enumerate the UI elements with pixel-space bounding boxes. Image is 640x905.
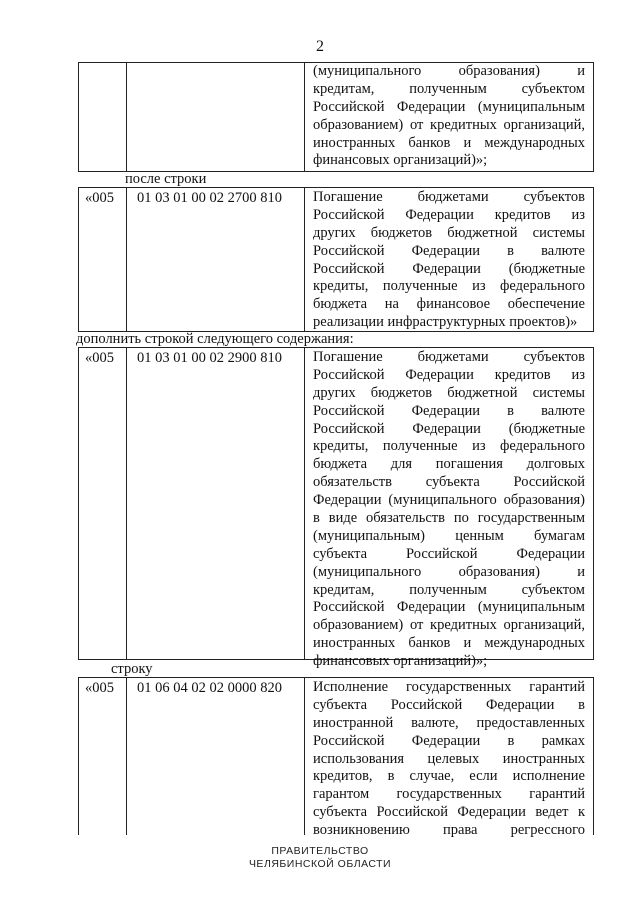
kbk-cell: 01 03 01 00 02 2700 810 <box>127 188 305 331</box>
description-line: гарантом государственных гарантий <box>313 786 585 803</box>
description-line: Российской Федерации (бюджетные <box>313 260 585 277</box>
description-line: Российской Федерации (бюджетные <box>313 420 585 437</box>
instruction-after-row: после строки <box>125 171 207 187</box>
code-cell <box>79 63 127 171</box>
table-row-2700 <box>78 187 594 332</box>
table-row-0820 <box>78 677 594 839</box>
kbk-cell <box>127 63 305 171</box>
description-line: Исполнение государственных гарантий <box>313 679 585 695</box>
code-cell: «005 <box>79 348 127 659</box>
description-line: Российской Федерации в рамках <box>313 732 585 749</box>
description-line: иностранных банков и международных <box>313 635 585 652</box>
description-line: иностранной валюте, предоставленных <box>313 714 585 731</box>
description-line: Федерации (муниципального образования) <box>313 492 585 509</box>
description-line: финансовых организаций)»; <box>313 152 488 169</box>
description-cell <box>305 678 593 839</box>
description-line: Российской Федерации в валюте <box>313 242 585 259</box>
code-cell: «005 <box>79 188 127 331</box>
description-line: кредиты, полученные из федерального <box>313 438 585 455</box>
description-cell <box>305 348 593 670</box>
description-line: бюджета для погашения долговых <box>313 456 585 473</box>
description-line: (муниципального образования) и <box>313 563 585 580</box>
description-line: образованием) от кредитных организаций, <box>313 617 585 634</box>
description-line: Российской Федерации в валюте <box>313 402 585 419</box>
description-cell <box>305 63 593 171</box>
description-line: Российской Федерации кредитов из <box>313 366 585 383</box>
description-line: в виде обязательств по государственным <box>313 510 585 527</box>
page-number: 2 <box>316 38 324 55</box>
description-line: субъекта Российской Федерации в <box>313 696 585 713</box>
table-row-continuation <box>78 62 594 172</box>
description-line: других бюджетов бюджетной системы <box>313 384 585 401</box>
description-line: иностранных банков и международных <box>313 134 585 151</box>
description-line: использования целевых иностранных <box>313 750 585 767</box>
description-line: кредитов, в случае, если исполнение <box>313 768 585 785</box>
description-line: кредитам, полученным субъектом <box>313 80 585 97</box>
kbk-cell: 01 06 04 02 02 0000 820 <box>127 678 305 835</box>
description-line: кредитам, полученным субъектом <box>313 581 585 598</box>
description-cell <box>305 188 593 331</box>
description-line: бюджета на финансовое обеспечение <box>313 296 585 313</box>
description-line: Погашение бюджетами субъектов <box>313 349 585 365</box>
instruction-row: строку <box>111 661 153 677</box>
description-line: Российской Федерации (муниципальным <box>313 599 585 616</box>
description-line: кредиты, полученные из федерального <box>313 278 585 295</box>
description-line: Погашение бюджетами субъектов <box>313 189 585 205</box>
description-line: возникновению права регрессного <box>313 822 585 839</box>
description-line: реализации инфраструктурных проектов)» <box>313 314 578 331</box>
government-stamp-line2: ЧЕЛЯБИНСКОЙ ОБЛАСТИ <box>248 858 392 870</box>
description-line: субъекта Российской Федерации ведет к <box>313 804 585 821</box>
description-line: финансовых организаций)»; <box>313 653 488 670</box>
description-line: (муниципальным) ценным бумагам <box>313 527 585 544</box>
description-line: (муниципального образования) и <box>313 63 585 79</box>
description-line: Российской Федерации (муниципальным <box>313 98 585 115</box>
description-line: Российской Федерации кредитов из <box>313 206 585 223</box>
instruction-add-row: дополнить строкой следующего содержания: <box>76 331 354 347</box>
description-line: обязательств субъекта Российской <box>313 474 585 491</box>
description-line: других бюджетов бюджетной системы <box>313 224 585 241</box>
description-line: образованием) от кредитных организаций, <box>313 116 585 133</box>
government-stamp-line1: ПРАВИТЕЛЬСТВО <box>271 845 369 857</box>
code-cell: «005 <box>79 678 127 835</box>
kbk-cell: 01 03 01 00 02 2900 810 <box>127 348 305 659</box>
description-line: субъекта Российской Федерации <box>313 545 585 562</box>
